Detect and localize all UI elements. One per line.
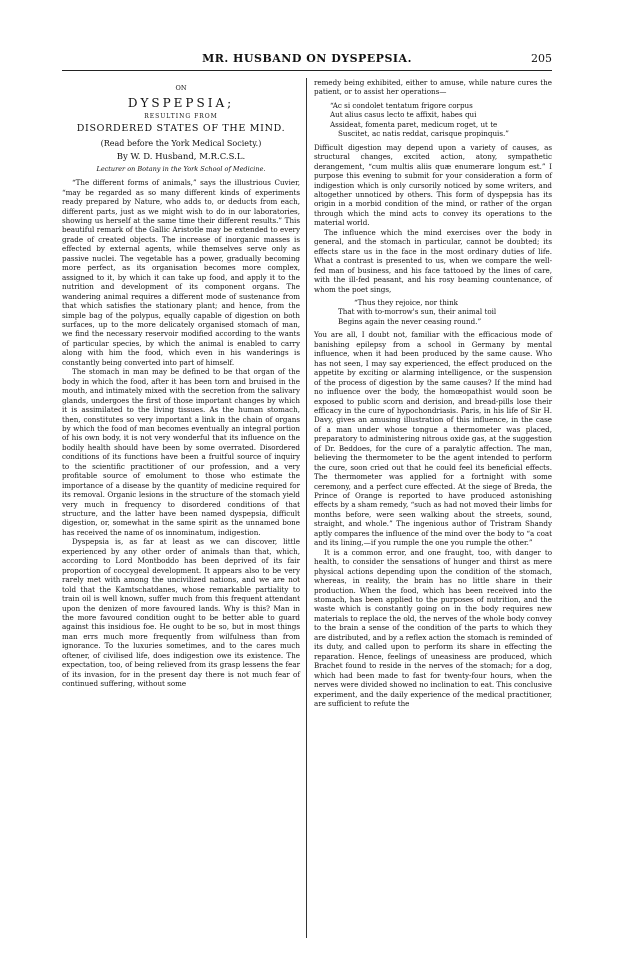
right-column [314, 78, 552, 708]
left-paragraph-2: The stomach in man may be defined to be that organ of the body in which the food, after it has been torn and bruised in the mouth, and intimately mixed with the secretion from the salivary glands, undergoes the first of those important changes by which it is assimilated to the living tissues. As the human stomach, then, constitutes so very important a link in the chain of organs by which the food of man becomes eventually an integral portion of his own body, it is not very wonderful that its influence on the bodily health should have been by some overrated. Disordered conditions of its functions have been a fruitful source of inquiry to the scientific practitioner of our profession, and a very profitable source of emolument to those who estimate the importance of a disease by the quantity of medicine required for its removal. Organic lesions in the structure of the stomach yield very much in frequency to disordered conditions of that structure, and the latter have been named dyspepsia, difficult digestion, or, somewhat in the same spirit as the unnamed bone has received the name of os innominatum, indigestion. [62, 367, 300, 537]
verse-line: Assideat, fomenta paret, medicum roget, ut te [330, 119, 498, 129]
right-paragraph-5: It is a common error, and one fraught, too, with danger to health, to consider the sensations of hunger and thirst as mere physical actions depending upon the condition of the stomach, whereas, in reality, the brain has no little share in their production. When the food, which has been received into the stomach, has been applied to the purposes of nutrition, and the waste which is constantly going on in the body requires new materials to replace the old, the nerves of the whole body convey to the brain a sense of the condition of the parts to which they are distributed, and by a reflex action the stomach is reminded of its duty, and called upon to perform its share in effecting the reparation. Hence, feelings of uneasiness are produced, which Brachet found to reside in the nerves of the stomach; for a dog, which had been made to fast for twenty-four hours, when the nerves were divided showed no inclination to eat. This conclusive experiment, and the daily experience of the medical practitioner, are sufficient to refute the [314, 547, 553, 708]
left-paragraph-3: Dyspepsia is, as far at least as we can discover, little experienced by any other order of animals than that, which, according to Lord Montboddo has been deprived of its fair proportion of coccygeal development. It appears also to be very rarely met with among the uncivilized nations, and we are not told that the Kamtschatdanes, whose remarkable partiality to train oil is well known, suffer much from this frequent attendant upon the denizen of more favoured lands. Why is this? Man in the more favoured condition ought to be better able to guard against this insidious foe. He ought to be so, but in most things man errs much more frequently from wilfulness than from ignorance. To the luxuries sometimes, and to the cares much oftener, of civilised life, does indigestion owe its existence. The expectation, too, of being relieved from its grasp lessens the fear of its invasion, for in the present day there is not much fear of continued suffering, without some [62, 537, 300, 689]
verse-line: “Thus they rejoice, nor think [354, 297, 459, 307]
article-title: DYSPEPSIA; [127, 96, 235, 111]
article-on: ON [175, 84, 187, 92]
right-paragraph-2: Difficult digestion may depend upon a variety of causes, as structural changes, excited action, atony, sympathetic derangement, “cum multis aliis quæ enumerare longum est.” I purpose this evening to submit for your consideration a form of indigestion which is only cursorily noticed by some writers, and altogether unnoticed by others. This form of dyspepsia has its origin in a morbid condition of the mind, or rather of the organ through which the mind acts to convey its operations to the material world. [314, 142, 552, 228]
running-title: MR. HUSBAND ON DYSPEPSIA. [202, 52, 412, 65]
article-subtitle: DISORDERED STATES OF THE MIND. [76, 123, 286, 135]
verse-line: Begins again the never ceasing round.” [338, 316, 482, 326]
article-lecturer: Lecturer on Botany in the York School of Medicine. [96, 164, 266, 173]
article-read-before: (Read before the York Medical Society.) [100, 138, 262, 148]
left-paragraph-1: “The different forms of animals,” says the illustrious Cuvier, “may be regarded as so many different kinds of experiments ready prepared by Nature, who adds to, or deducts from each, different parts, just as we might wish to do in our laboratories, showing us herself at the same time their different results.” This beautiful remark of the Gallic Aristotle may be extended to every grade of created objects. The increase of inorganic masses is effected by external agents, while themselves serve only as passive nuclei. The vegetable has a power, gradually becoming more perfect, as its organisation becomes more complex, assigned to it, by which it can take up food, and apply it to the nutrition and development of its component organs. The wandering animal requires a different mode of sustenance from that which satisfies the stationary plant; and hence, from the simple bag of the polypus, equally capable of digestion on both surfaces, up to the more delicately organised stomach of man, we find the necessary reservoir modified according to the wants of particular species, by which the animal is enabled to carry along with him the food, which even in his wanderings is constantly being converted into part of himself. [62, 178, 300, 367]
article-byline: By W. D. Husband, M.R.C.S.L. [116, 152, 246, 163]
verse-line: Aut alius casus lecto te affixit, habes qui [330, 110, 477, 120]
column-divider [306, 78, 307, 938]
right-paragraph-3: The influence which the mind exercises over the body in general, and the stomach in particular, cannot be doubted; its effects stare us in the face in the most ordinary duties of life. What a contrast is presented to us, when we compare the well-fed man of business, and his face tattooed by the lines of care, with the ill-fed peasant, and his rosy beaming countenance, of whom the poet sings, [314, 227, 552, 294]
left-column [62, 78, 300, 689]
verse-line: Suscitet, ac natis reddat, carisque propinquis.” [338, 129, 509, 139]
article-resulting: RESULTING FROM [144, 112, 218, 120]
verse-line: That with to-morrow's sun, their animal toil [338, 307, 497, 317]
page-number: 205 [531, 52, 552, 65]
header-rule [62, 70, 552, 71]
running-header [62, 52, 552, 72]
right-paragraph-4: You are all, I doubt not, familiar with the efficacious mode of banishing epilepsy from a school in Germany by mental influence, when it had been produced by the same cause. Who has not seen, I may say experienced, the effect produced on the appetite by exciting or alarming intelligence, or the suspension of the process of digestion by the same causes? If the mind had no influence over the body, the homœopathist would soon be exposed to public scorn and derision, and bread-pills lose their efficacy in the cure of hypochondriasis. Paris, in his life of Sir H. Davy, gives an amusing illustration of this influence, in the case of a man under whose tongue a thermometer was placed, preparatory to administering nitrous oxide gas, at the suggestion of Dr. Beddoes, for the cure of a paralytic affection. The man, believing the thermometer to be the agent intended to perform the cure, soon cried out that he could feel its beneficial effects. The thermometer was applied for a fortnight with some ceremony, and a perfect cure effected. At the siege of Breda, the Prince of Orange is reported to have produced astonishing effects by a sham remedy, “such as had not moved their limbs for months before, were seen walking about the streets, sound, straight, and whole.” The ingenious author of Tristram Shandy aptly compares the influence of the mind over the body to “a coat and its lining,—if you rumple the one you rumple the other.” [314, 330, 552, 548]
right-paragraph-1: remedy being exhibited, either to amuse, while nature cures the patient, or to assist her operations— [314, 78, 552, 97]
verse-line: “Ac si condolet tentatum frigore corpus [330, 100, 473, 110]
